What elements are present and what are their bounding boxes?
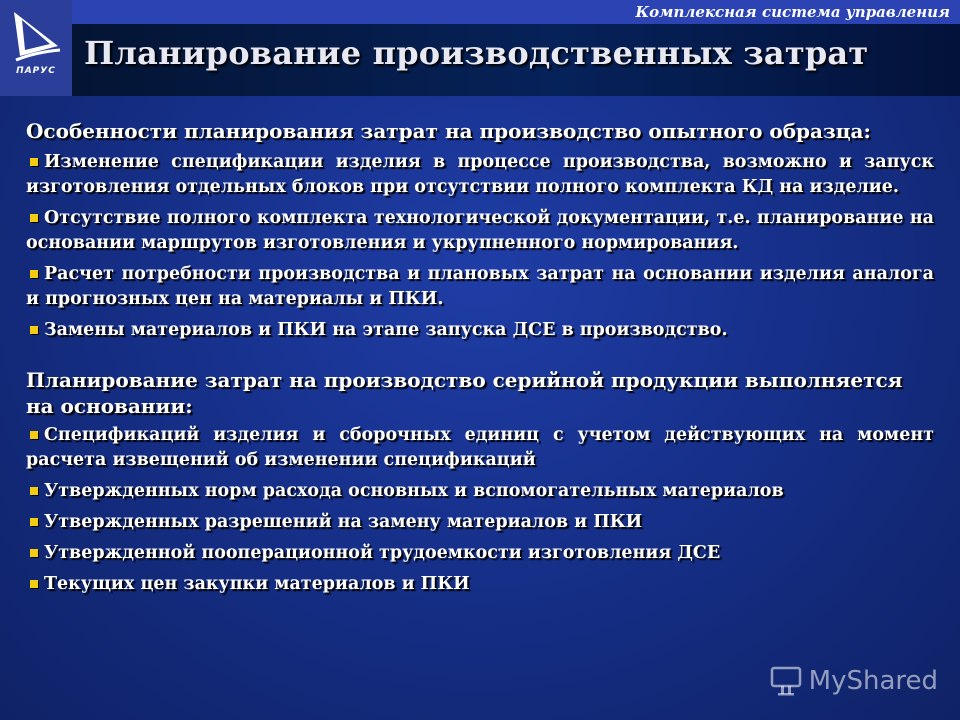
bullet-item	[26, 206, 934, 256]
projector-icon	[769, 664, 803, 698]
bullet-text: Утвержденных норм расхода основных и вспомогательных материалов	[44, 481, 784, 501]
square-bullet-icon	[30, 158, 38, 166]
bullet-text: Изменение спецификации изделия в процессе производства, возможно и запуск изготовления отдельных блоков при отсутствии полного комплекта КД на изделие.	[26, 152, 934, 197]
bullet-item	[26, 479, 934, 504]
bullet-item	[26, 423, 934, 473]
myshared-watermark	[769, 664, 938, 698]
slide-content	[26, 118, 934, 603]
section-heading-prototype: Особенности планирования затрат на производство опытного образца:	[26, 119, 871, 143]
square-bullet-icon	[30, 518, 38, 526]
square-bullet-icon	[30, 214, 38, 222]
sail-logo-icon	[6, 6, 66, 66]
bullet-item	[26, 541, 934, 566]
square-bullet-icon	[30, 487, 38, 495]
square-bullet-icon	[30, 549, 38, 557]
bullet-text: Текущих цен закупки материалов и ПКИ	[44, 574, 470, 594]
bullet-text: Расчет потребности производства и плановых затрат на основании изделия аналога и прогнозных цен на материалы и ПКИ.	[26, 264, 934, 309]
watermark-text: MyShared	[808, 666, 938, 696]
bullet-item	[26, 572, 934, 597]
bullet-item	[26, 318, 934, 343]
top-bar	[72, 0, 960, 24]
square-bullet-icon	[30, 431, 38, 439]
square-bullet-icon	[30, 270, 38, 278]
bullet-item	[26, 262, 934, 312]
slide-title: Планирование производственных затрат	[84, 34, 869, 72]
square-bullet-icon	[30, 326, 38, 334]
bullet-text: Спецификаций изделия и сборочных единиц с учетом действующих на момент расчета извещений об изменении спецификаций	[26, 425, 934, 470]
bullet-item	[26, 150, 934, 200]
bullet-item	[26, 510, 934, 535]
square-bullet-icon	[30, 580, 38, 588]
title-band	[72, 24, 960, 96]
system-name: Комплексная система управления	[635, 3, 950, 21]
bullet-text: Утвержденных разрешений на замену материалов и ПКИ	[44, 512, 643, 532]
bullet-text: Утвержденной пооперационной трудоемкости изготовления ДСЕ	[44, 543, 721, 563]
logo-text: ПАРУС	[16, 66, 56, 76]
logo	[0, 0, 73, 96]
bullet-text: Отсутствие полного комплекта технологической документации, т.е. планирование на основании маршрутов изготовления и укрупненного нормирования.	[26, 208, 934, 253]
bullet-text: Замены материалов и ПКИ на этапе запуска ДСЕ в производство.	[44, 320, 728, 340]
section-heading-serial: Планирование затрат на производство серийной продукции выполняется на основании:	[26, 368, 903, 418]
